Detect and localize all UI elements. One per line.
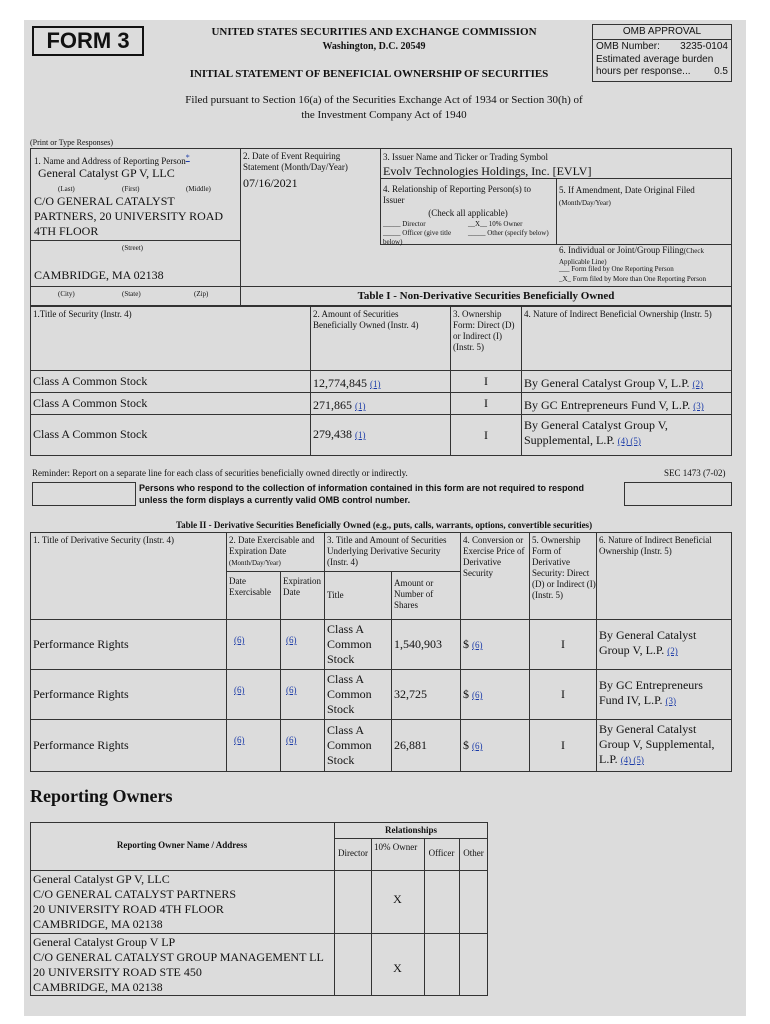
label-street: (Street) — [122, 244, 143, 252]
table-row-nature: By General Catalyst Group V, Supplemental, L.P. (4) (5) — [524, 418, 668, 447]
owners-col-10pct: 10% Owner — [374, 842, 418, 852]
omb-number-value: 3235-0104 — [680, 41, 728, 52]
omb-approval-box — [592, 24, 732, 82]
box3-label: 3. Issuer Name and Ticker or Trading Symbol — [383, 152, 548, 162]
footnote-link[interactable]: (3) — [693, 401, 704, 411]
form-label: FORM 3 — [32, 26, 144, 56]
footnote-link[interactable]: (6) — [472, 640, 483, 650]
table-row-price: $ (6) — [463, 637, 483, 651]
owners-col-other: Other — [463, 848, 484, 858]
persons-notice-line1: Persons who respond to the collection of information contained in this form are not required to respond — [139, 483, 585, 493]
box5-label: 5. If Amendment, Date Original Filed (Month/Day/Year) — [559, 185, 695, 207]
footnote-link[interactable]: (1) — [370, 379, 381, 389]
table-row-amount: 12,774,845 (1) — [313, 376, 381, 390]
label-city: (City) — [58, 290, 75, 298]
table2-header-ownership: 5. Ownership Form of Derivative Security: Direct (D) or Indirect (I) (Instr. 5) — [532, 535, 596, 600]
footnote-link[interactable]: (3) — [665, 696, 676, 706]
reporting-person-name: General Catalyst GP V, LLC — [38, 166, 175, 180]
table-row-underlying: Class A Common Stock — [327, 723, 372, 767]
reminder-text: Reminder: Report on a separate line for each class of securities beneficially owned directly or indirectly. — [32, 468, 408, 478]
box1-label: 1. Name and Address of Reporting Person* — [34, 153, 190, 166]
table2-header-title: 1. Title of Derivative Security (Instr. 4) — [33, 535, 174, 545]
print-note: (Print or Type Responses) — [30, 138, 114, 147]
omb-hours-value: 0.5 — [714, 66, 728, 77]
omb-number-label: OMB Number: — [596, 41, 660, 52]
box4-check: (Check all applicable) — [428, 208, 508, 218]
table-row-shares: 1,540,903 — [394, 637, 442, 651]
footnote-link[interactable]: (6) — [286, 635, 297, 645]
omb-burden-label: Estimated average burden — [596, 54, 714, 65]
table1-header-nature: 4. Nature of Indirect Beneficial Ownership (Instr. 5) — [524, 309, 712, 319]
table-row: Performance Rights — [33, 637, 129, 651]
table1-header-title: 1.Title of Security (Instr. 4) — [33, 309, 132, 319]
owners-col-officer: Officer — [428, 848, 455, 858]
footnote-link[interactable]: (1) — [355, 430, 366, 440]
table2-title: Table II - Derivative Securities Beneficially Owned (e.g., puts, calls, warrants, options, convertible securities) — [175, 520, 593, 530]
footnote-link[interactable]: (4) (5) — [617, 436, 641, 446]
table2-header-shares: Amount or Number of Shares — [394, 578, 434, 610]
filed-pursuant-line2: the Investment Company Act of 1940 — [301, 109, 467, 121]
label-first: (First) — [122, 185, 140, 193]
box4-label: 4. Relationship of Reporting Person(s) to Issuer — [383, 184, 531, 205]
table-row-form: I — [561, 687, 565, 701]
owners-col-relationships: Relationships — [384, 825, 437, 835]
agency-name: UNITED STATES SECURITIES AND EXCHANGE COMMISSION — [211, 26, 537, 38]
agency-location: Washington, D.C. 20549 — [322, 41, 426, 52]
footnote-link[interactable]: (6) — [234, 685, 245, 695]
table-row-price: $ (6) — [463, 738, 483, 752]
table-row-amount: 279,438 (1) — [313, 427, 366, 441]
label-state: (State) — [122, 290, 141, 298]
form-title: INITIAL STATEMENT OF BENEFICIAL OWNERSHIP OF SECURITIES — [189, 68, 549, 80]
box6-label: 6. Individual or Joint/Group Filing(Check Applicable Line) — [559, 245, 704, 266]
table-row-nature: By General Catalyst Group V, L.P. (2) — [599, 628, 697, 657]
label-last: (Last) — [58, 185, 75, 193]
relationship-other: _____ Other (specify below) — [468, 229, 549, 237]
label-middle: (Middle) — [186, 185, 211, 193]
relationship-10pct-owner: __X__ 10% Owner — [468, 220, 523, 228]
table-row-amount: 271,865 (1) — [313, 398, 366, 412]
footnote-link[interactable]: (6) — [286, 685, 297, 695]
owners-col-name: Reporting Owner Name / Address — [116, 840, 248, 850]
notice-right-box — [624, 482, 732, 506]
filing-option-one: ___ Form filed by One Reporting Person — [559, 265, 674, 273]
table2-header-date-exercisable: Date Exercisable — [229, 576, 271, 597]
table-row-underlying: Class A Common Stock — [327, 622, 372, 666]
owner-10pct-mark: X — [393, 961, 402, 975]
omb-hours-label: hours per response... — [596, 66, 691, 77]
table-row: Performance Rights — [33, 687, 129, 701]
box2-label: 2. Date of Event Requiring Statement (Month/Day/Year) — [243, 151, 348, 172]
footnote-link[interactable]: (6) — [472, 690, 483, 700]
footnote-link[interactable]: (6) — [234, 635, 245, 645]
table2-header-dates: 2. Date Exercisable and Expiration Date (Month/Day/Year) — [229, 535, 315, 567]
table-row-nature: By GC Entrepreneurs Fund V, L.P. (3) — [524, 398, 704, 412]
omb-title: OMB APPROVAL — [593, 25, 731, 40]
relationship-director: _____ Director — [383, 220, 426, 228]
owner-10pct-mark: X — [393, 892, 402, 906]
footnote-link[interactable]: (2) — [692, 379, 704, 389]
reporting-person-address: C/O GENERAL CATALYST PARTNERS, 20 UNIVERSITY ROAD 4TH FLOOR — [34, 194, 224, 238]
table-row-nature: By GC Entrepreneurs Fund IV, L.P. (3) — [599, 678, 703, 707]
footnote-link[interactable]: (6) — [234, 735, 245, 745]
table-row-shares: 26,881 — [394, 738, 427, 752]
table-row-shares: 32,725 — [394, 687, 427, 701]
table1-header-amount: 2. Amount of Securities Beneficially Owned (Instr. 4) — [313, 309, 419, 330]
filed-pursuant-line1: Filed pursuant to Section 16(a) of the Securities Exchange Act of 1934 or Section 30(h) of — [185, 94, 583, 106]
table1-header-form: 3. Ownership Form: Direct (D) or Indirect (I) (Instr. 5) — [453, 309, 515, 352]
label-zip: (Zip) — [194, 290, 209, 298]
table-row: Class A Common Stock — [33, 427, 148, 441]
relationship-officer: _____ Officer (give title below) — [383, 229, 452, 246]
issuer-name: Evolv Technologies Holdings, Inc. [EVLV] — [383, 164, 592, 178]
table2-header-expiration: Expiration Date — [283, 576, 321, 597]
reporting-person-city: CAMBRIDGE, MA 02138 — [34, 268, 164, 282]
table-row: Class A Common Stock — [33, 374, 148, 388]
table-row-form: I — [561, 637, 565, 651]
table-row: Class A Common Stock — [33, 396, 148, 410]
table-row-form: I — [484, 428, 488, 442]
table-row: Performance Rights — [33, 738, 129, 752]
footnote-link[interactable]: (2) — [667, 646, 678, 656]
table-row-form: I — [484, 374, 488, 388]
table-row-nature: By General Catalyst Group V, L.P. (2) — [524, 376, 704, 390]
footnote-link[interactable]: (6) — [286, 735, 297, 745]
table-row-form: I — [484, 396, 488, 410]
sec-code: SEC 1473 (7-02) — [664, 468, 726, 478]
form-page — [24, 20, 746, 1016]
notice-left-box — [32, 482, 136, 506]
table2-header-nature: 6. Nature of Indirect Beneficial Ownership (Instr. 5) — [599, 535, 712, 556]
persons-notice-line2: unless the form displays a currently valid OMB control number. — [139, 495, 411, 505]
owners-col-director: Director — [338, 848, 368, 858]
footnote-link[interactable]: (6) — [472, 741, 483, 751]
event-date: 07/16/2021 — [243, 176, 298, 190]
table-row-form: I — [561, 738, 565, 752]
table-row-underlying: Class A Common Stock — [327, 672, 372, 716]
table2-header-price: 4. Conversion or Exercise Price of Derivative Security — [463, 535, 525, 578]
table1-title: Table I - Non-Derivative Securities Beneficially Owned — [357, 290, 615, 302]
owner-row: General Catalyst GP V, LLC C/O GENERAL CATALYST PARTNERS 20 UNIVERSITY ROAD 4TH FLOOR CAMBRIDGE, MA 02138 — [33, 872, 237, 931]
table2-header-underlying-title: Title — [327, 590, 344, 600]
filing-option-more: _X_ Form filed by More than One Reporting Person — [559, 275, 706, 283]
reporting-owners-heading: Reporting Owners — [30, 786, 173, 806]
table-row-nature: By General Catalyst Group V, Supplemental, L.P. (4) (5) — [599, 722, 715, 766]
footnote-link[interactable]: (4) (5) — [620, 755, 644, 765]
footnote-link[interactable]: (1) — [355, 401, 366, 411]
owner-row: General Catalyst Group V LP C/O GENERAL CATALYST GROUP MANAGEMENT LL 20 UNIVERSITY ROAD STE 450 CAMBRIDGE, MA 02138 — [33, 935, 324, 994]
table-row-price: $ (6) — [463, 687, 483, 701]
table2-header-underlying: 3. Title and Amount of Securities Underlying Derivative Security (Instr. 4) — [327, 535, 447, 567]
